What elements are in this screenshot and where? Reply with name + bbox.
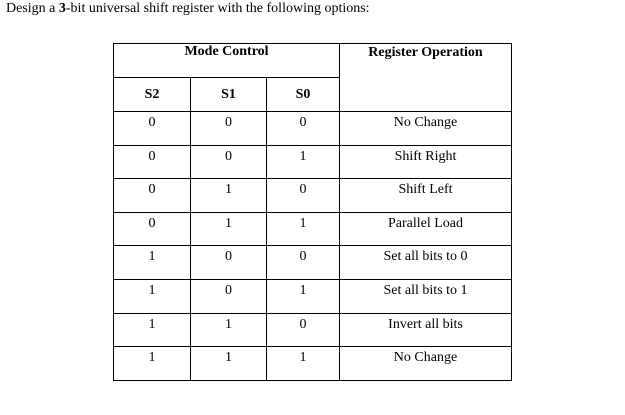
- cell-s1: 1: [191, 212, 267, 246]
- cell-operation: Set all bits to 1: [340, 279, 512, 313]
- cell-s2: 0: [114, 212, 191, 246]
- intro-after-bold: -bit universal shift register with the following options:: [65, 1, 370, 16]
- cell-operation: Shift Left: [340, 179, 512, 213]
- cell-s2: 1: [114, 347, 191, 381]
- table-row: [114, 212, 512, 246]
- cell-s2: 0: [114, 112, 191, 146]
- cell-s1: 0: [191, 246, 267, 280]
- register-operation-header: Register Operation: [340, 44, 512, 112]
- cell-operation: Parallel Load: [340, 212, 512, 246]
- column-header-s2: S2: [114, 78, 191, 112]
- cell-s1: 0: [191, 279, 267, 313]
- cell-s1: 0: [191, 145, 267, 179]
- intro-before-bold: Design a: [6, 1, 59, 16]
- intro-text: [6, 1, 370, 17]
- table-row: [114, 145, 512, 179]
- cell-s1: 1: [191, 313, 267, 347]
- column-header-s1: S1: [191, 78, 267, 112]
- cell-s0: 1: [267, 212, 340, 246]
- cell-s2: 0: [114, 179, 191, 213]
- table-row: [114, 246, 512, 280]
- cell-s1: 1: [191, 179, 267, 213]
- table-row: [114, 313, 512, 347]
- cell-s0: 0: [267, 179, 340, 213]
- cell-s0: 1: [267, 347, 340, 381]
- column-header-s0: S0: [267, 78, 340, 112]
- cell-s2: 1: [114, 246, 191, 280]
- cell-s1: 1: [191, 347, 267, 381]
- shift-register-table: [113, 43, 512, 381]
- cell-operation: Shift Right: [340, 145, 512, 179]
- cell-s0: 0: [267, 313, 340, 347]
- table-row: [114, 112, 512, 146]
- cell-s0: 0: [267, 112, 340, 146]
- cell-s0: 0: [267, 246, 340, 280]
- mode-control-header: Mode Control: [114, 44, 340, 78]
- cell-operation: Set all bits to 0: [340, 246, 512, 280]
- intro-bold-bits: 3: [58, 1, 66, 16]
- cell-operation: No Change: [340, 112, 512, 146]
- cell-s0: 1: [267, 279, 340, 313]
- cell-s2: 1: [114, 279, 191, 313]
- cell-s2: 0: [114, 145, 191, 179]
- cell-s1: 0: [191, 112, 267, 146]
- table-row: [114, 179, 512, 213]
- cell-s0: 1: [267, 145, 340, 179]
- cell-operation: No Change: [340, 347, 512, 381]
- cell-operation: Invert all bits: [340, 313, 512, 347]
- table-row: [114, 347, 512, 381]
- cell-s2: 1: [114, 313, 191, 347]
- table-row: [114, 279, 512, 313]
